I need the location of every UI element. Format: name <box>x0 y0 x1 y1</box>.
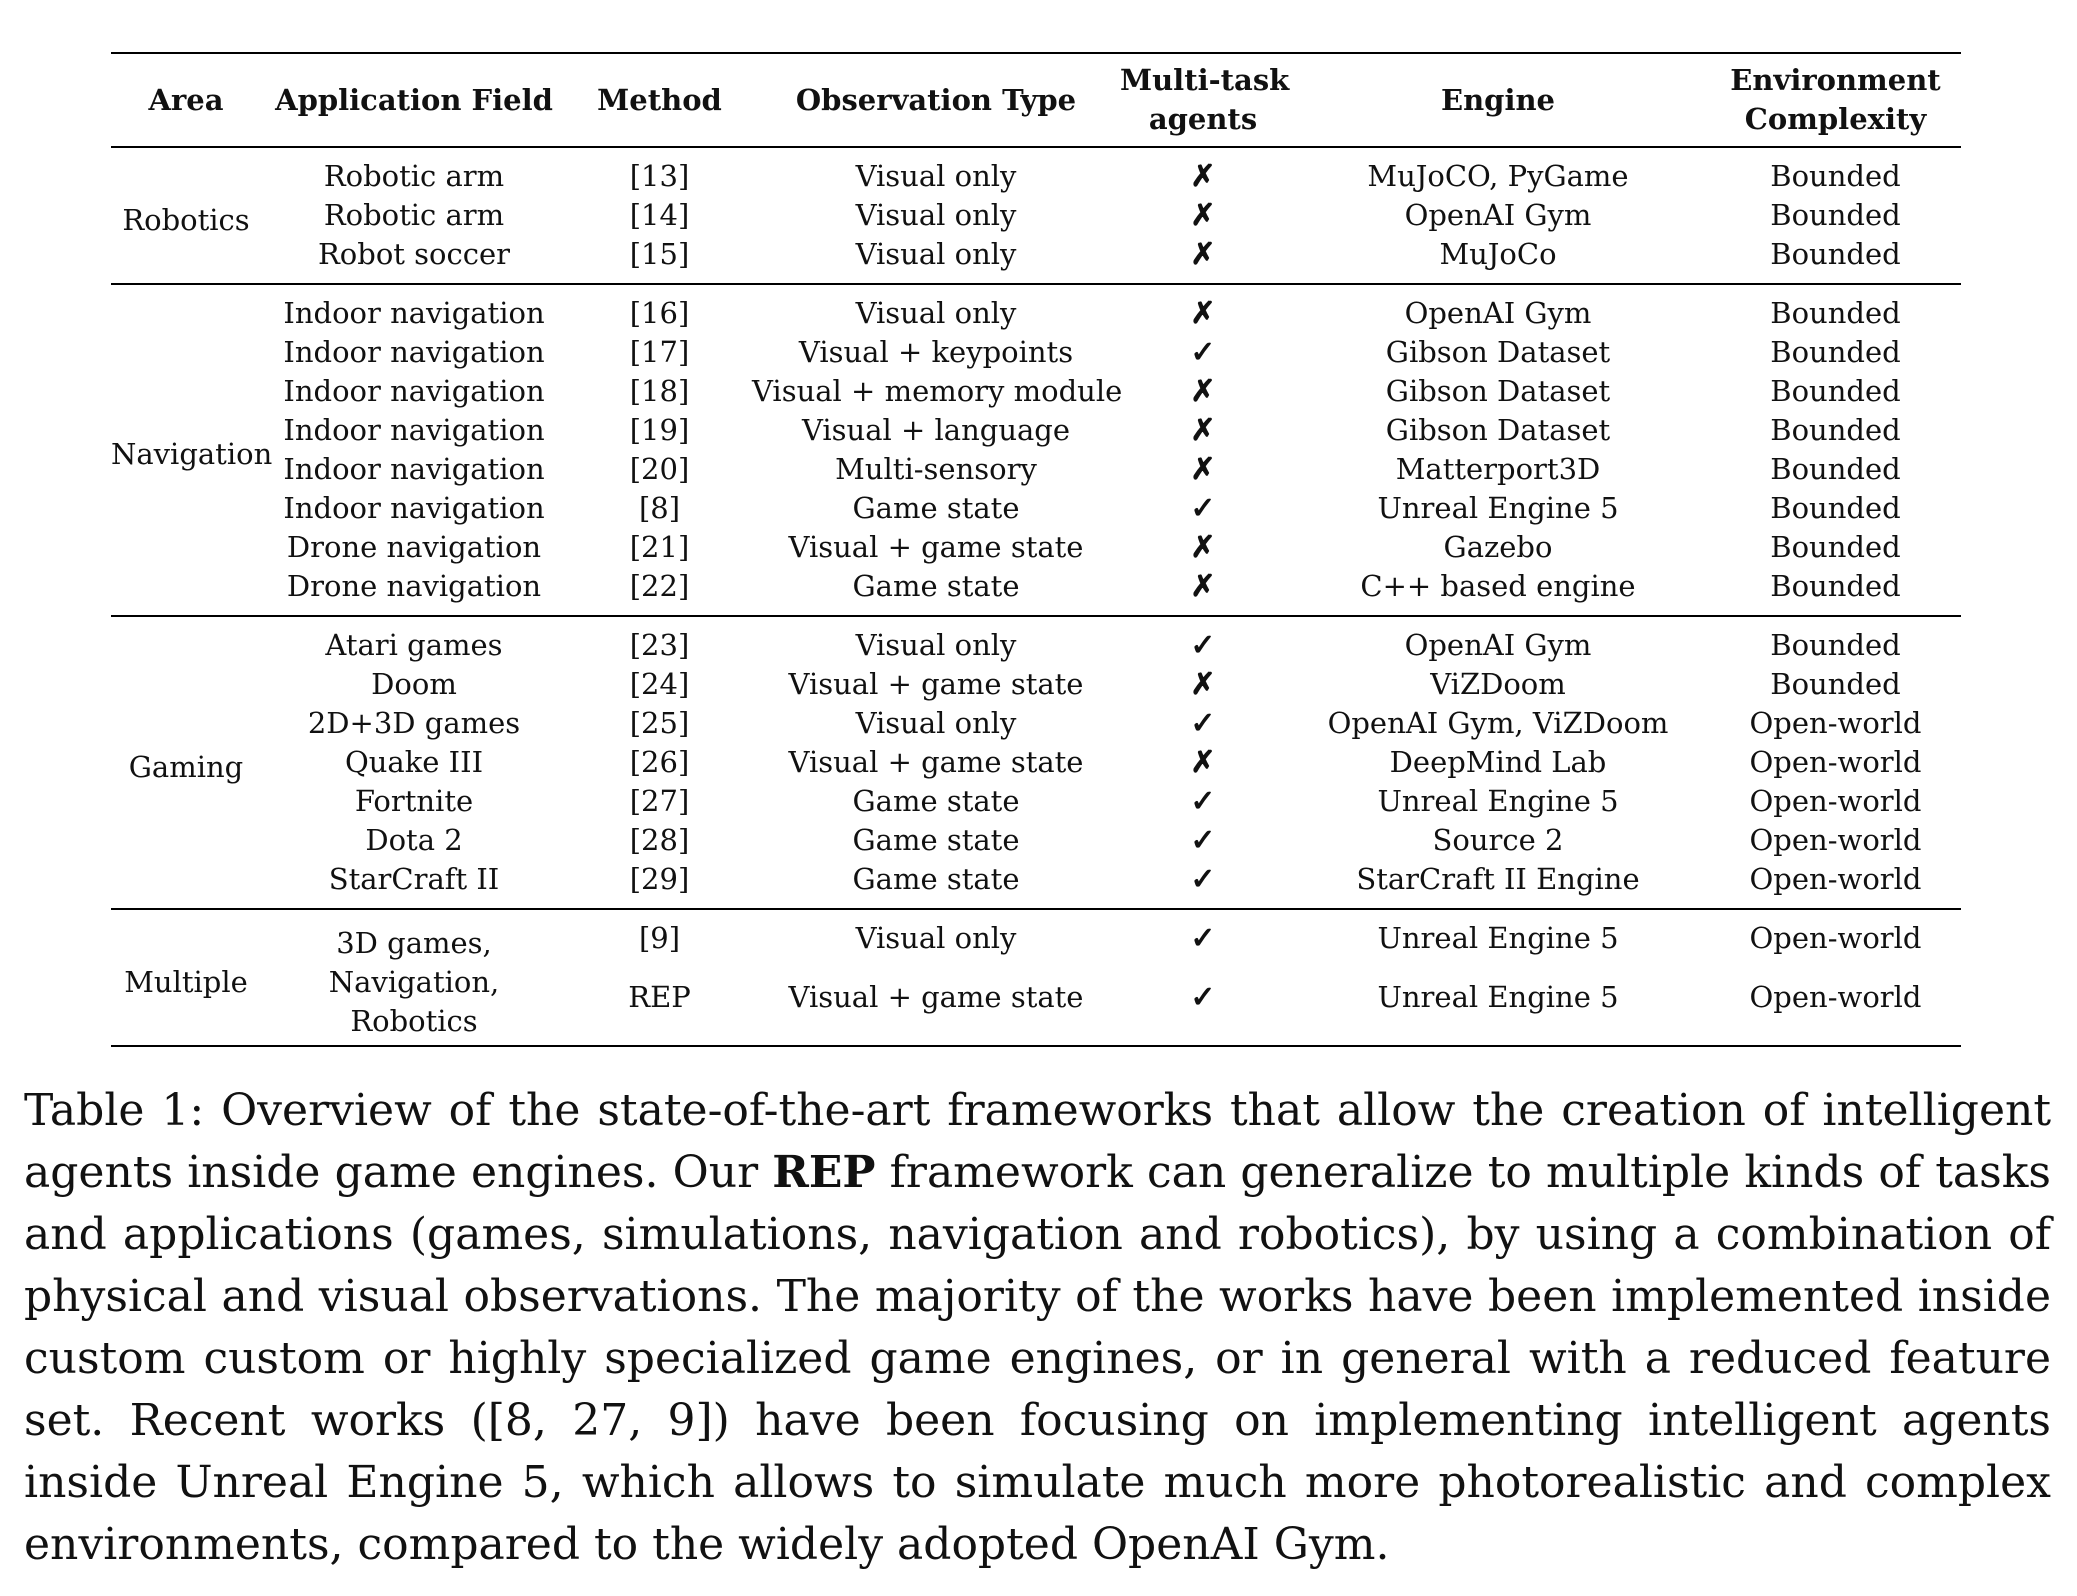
application-field-cell: Quake III <box>344 745 484 779</box>
method-cell: [24] <box>629 667 690 701</box>
application-field-cell: Robotic arm <box>323 159 505 193</box>
multitask-mark: ✗ <box>1190 159 1216 194</box>
observation-cell: Multi-sensory <box>835 452 1037 486</box>
caption-text-1: Table 1: Overview of the state-of-the-art frameworks that allow the creation of intelligent agents inside game engines. Our <box>24 1085 2051 1198</box>
area-cell: Navigation <box>111 437 273 471</box>
multitask-mark: ✓ <box>1190 628 1216 663</box>
application-field-cell <box>261 909 567 1046</box>
field-line: Navigation, <box>328 964 500 999</box>
observation-cell: Visual + game state <box>788 979 1084 1014</box>
multitask-mark: ✗ <box>1190 413 1216 448</box>
observation-cell: Visual only <box>855 921 1017 955</box>
method-cell: [15] <box>629 237 690 271</box>
application-field-cell: Indoor navigation <box>283 374 545 408</box>
area-cell: Robotics <box>122 202 250 237</box>
caption-rep-bold: REP <box>772 1147 876 1198</box>
engine-cell: OpenAI Gym <box>1404 198 1592 232</box>
observation-cell: Game state <box>852 491 1020 525</box>
complexity-cell: Bounded <box>1770 667 1901 701</box>
table-row <box>111 489 1961 528</box>
table-group-robotics <box>111 147 1961 284</box>
application-field-cell: Indoor navigation <box>283 413 545 447</box>
observation-cell: Visual + game state <box>788 530 1084 564</box>
header-complexity <box>1710 53 1961 147</box>
multitask-mark: ✓ <box>1190 862 1216 897</box>
table-group-navigation <box>111 284 1961 616</box>
method-cell: [13] <box>629 159 690 193</box>
application-field-cell: Drone navigation <box>286 530 542 564</box>
area-cell: Multiple <box>124 964 248 999</box>
observation-cell: Visual only <box>855 706 1017 740</box>
application-field-cell: Fortnite <box>354 784 474 818</box>
complexity-cell: Open-world <box>1749 706 1922 740</box>
multitask-mark: ✓ <box>1190 706 1216 741</box>
engine-cell: Unreal Engine 5 <box>1377 921 1619 955</box>
header-observation-type: Observation Type <box>795 82 1077 117</box>
header-multi-task-line2: agents <box>1148 102 1258 136</box>
multitask-mark: ✓ <box>1190 979 1216 1015</box>
application-field-cell: Dota 2 <box>365 823 463 857</box>
method-cell: [18] <box>629 374 690 408</box>
table-row <box>111 284 1961 333</box>
complexity-cell: Bounded <box>1770 452 1901 486</box>
application-field-cell: StarCraft II <box>328 862 500 896</box>
observation-cell: Visual only <box>855 628 1017 662</box>
table-row <box>111 528 1961 567</box>
header-engine: Engine <box>1440 82 1556 117</box>
complexity-cell: Bounded <box>1770 296 1901 330</box>
observation-cell: Visual + language <box>801 413 1071 447</box>
observation-cell: Visual + game state <box>788 667 1084 701</box>
complexity-cell: Open-world <box>1749 823 1922 857</box>
table-row <box>111 704 1961 743</box>
table-row <box>111 665 1961 704</box>
multitask-mark: ✗ <box>1190 530 1216 565</box>
multitask-mark: ✗ <box>1190 452 1216 487</box>
method-cell: [14] <box>629 198 690 232</box>
complexity-cell: Bounded <box>1770 198 1901 232</box>
table-row <box>111 450 1961 489</box>
table-row <box>111 821 1961 860</box>
application-field-cell: Atari games <box>325 628 503 662</box>
engine-cell: Unreal Engine 5 <box>1377 979 1619 1014</box>
table-row <box>111 333 1961 372</box>
engine-cell: Gibson Dataset <box>1385 413 1611 447</box>
application-field-cell: Doom <box>371 667 457 701</box>
table-group-multiple <box>111 909 1961 1046</box>
observation-cell: Game state <box>852 569 1020 603</box>
caption-text-2: framework can generalize to multiple kinds of tasks and applications (games, simulations, navigation and robotics), by using a combination of physical and visual observations. The majority of the works have been implemented inside custom custom or highly specialized game engines, or in general with a reduced feature set. Recent works ([8, 27, 9]) have been focusing on implementing intelligent agents inside Unreal Engine 5, which allows to simulate much more photorealistic and complex environments, compared to the widely adopted OpenAI Gym. <box>24 1147 2051 1570</box>
table-row <box>111 743 1961 782</box>
table-row <box>111 196 1961 235</box>
method-cell: [28] <box>629 823 690 857</box>
table-caption <box>24 1080 2051 1576</box>
multitask-mark: ✗ <box>1190 745 1216 780</box>
header-multi-task-line1: Multi-task <box>1120 63 1290 97</box>
multitask-mark: ✓ <box>1190 491 1216 526</box>
application-field-cell: Indoor navigation <box>283 491 545 525</box>
multitask-mark: ✗ <box>1190 667 1216 702</box>
multitask-mark: ✓ <box>1190 823 1216 858</box>
table-row <box>111 616 1961 665</box>
engine-cell: Gibson Dataset <box>1385 374 1611 408</box>
engine-cell: OpenAI Gym <box>1404 296 1592 330</box>
multitask-mark: ✓ <box>1190 921 1216 956</box>
method-cell: [23] <box>629 628 690 662</box>
table-row <box>111 411 1961 450</box>
application-field-cell: Robotic arm <box>323 198 505 232</box>
engine-cell: OpenAI Gym <box>1404 628 1592 662</box>
observation-cell: Visual only <box>855 198 1017 232</box>
application-field-cell: Robot soccer <box>317 237 511 271</box>
method-cell: [19] <box>629 413 690 447</box>
application-field-cell: Drone navigation <box>286 569 542 603</box>
header-complexity-line2: Complexity <box>1744 102 1927 136</box>
header-area: Area <box>148 82 224 117</box>
complexity-cell: Bounded <box>1770 374 1901 408</box>
table-row <box>111 235 1961 284</box>
method-cell: [29] <box>629 862 690 896</box>
method-cell: [25] <box>629 706 690 740</box>
multitask-mark: ✗ <box>1190 296 1216 331</box>
engine-cell: OpenAI Gym, ViZDoom <box>1327 706 1669 740</box>
complexity-cell: Open-world <box>1749 745 1922 779</box>
method-cell: [21] <box>629 530 690 564</box>
multitask-mark: ✓ <box>1190 784 1216 819</box>
header-method: Method <box>597 82 722 117</box>
multitask-mark: ✗ <box>1190 237 1216 272</box>
engine-cell: Unreal Engine 5 <box>1377 784 1619 818</box>
observation-cell: Visual + game state <box>788 745 1084 779</box>
observation-cell: Game state <box>852 862 1020 896</box>
method-cell: REP <box>628 979 691 1014</box>
multitask-mark: ✗ <box>1190 198 1216 233</box>
method-cell: [17] <box>629 335 690 369</box>
engine-cell: ViZDoom <box>1430 667 1566 701</box>
multitask-mark: ✓ <box>1190 335 1216 370</box>
complexity-cell: Bounded <box>1770 237 1901 271</box>
complexity-cell: Bounded <box>1770 159 1901 193</box>
multitask-mark: ✗ <box>1190 569 1216 604</box>
table-row <box>111 372 1961 411</box>
engine-cell: Matterport3D <box>1395 452 1601 486</box>
method-cell: [26] <box>629 745 690 779</box>
method-cell: [27] <box>629 784 690 818</box>
engine-cell: Gazebo <box>1443 530 1553 564</box>
application-field-cell: Indoor navigation <box>283 335 545 369</box>
engine-cell: MuJoCo <box>1439 237 1557 271</box>
engine-cell: DeepMind Lab <box>1389 745 1607 779</box>
complexity-cell: Open-world <box>1749 979 1922 1014</box>
comparison-table <box>111 52 1961 1047</box>
engine-cell: MuJoCO, PyGame <box>1367 159 1629 193</box>
method-cell: [20] <box>629 452 690 486</box>
area-cell: Gaming <box>128 749 244 784</box>
application-field-cell: 2D+3D games <box>307 706 521 740</box>
method-cell: [9] <box>638 921 681 955</box>
table-row <box>111 147 1961 196</box>
table-row <box>111 782 1961 821</box>
complexity-cell: Open-world <box>1749 784 1922 818</box>
method-cell: [8] <box>638 491 681 525</box>
engine-cell: C++ based engine <box>1360 569 1636 603</box>
header-application-field: Application Field <box>275 82 553 117</box>
complexity-cell: Bounded <box>1770 491 1901 525</box>
complexity-cell: Bounded <box>1770 628 1901 662</box>
method-cell: [16] <box>629 296 690 330</box>
observation-cell: Game state <box>852 823 1020 857</box>
table-group-gaming <box>111 616 1961 909</box>
engine-cell: Gibson Dataset <box>1385 335 1611 369</box>
observation-cell: Visual + memory module <box>752 374 1123 408</box>
application-field-cell: Indoor navigation <box>283 452 545 486</box>
header-complexity-line1: Environment <box>1730 63 1941 97</box>
observation-cell: Visual only <box>855 296 1017 330</box>
observation-cell: Visual only <box>855 237 1017 271</box>
field-line: 3D games, <box>336 925 492 960</box>
complexity-cell: Bounded <box>1770 530 1901 564</box>
field-line: Robotics <box>350 1003 478 1038</box>
table-header <box>111 53 1961 147</box>
table-row <box>111 567 1961 616</box>
application-field-cell: Indoor navigation <box>283 296 545 330</box>
table-row <box>111 860 1961 909</box>
header-multi-task <box>1120 53 1290 147</box>
complexity-cell: Open-world <box>1749 921 1922 955</box>
complexity-cell: Bounded <box>1770 413 1901 447</box>
observation-cell: Visual only <box>855 159 1017 193</box>
method-cell: [22] <box>629 569 690 603</box>
complexity-cell: Bounded <box>1770 569 1901 603</box>
engine-cell: Source 2 <box>1432 823 1564 857</box>
engine-cell: Unreal Engine 5 <box>1377 491 1619 525</box>
multitask-mark: ✗ <box>1190 374 1216 409</box>
observation-cell: Visual + keypoints <box>798 335 1074 369</box>
engine-cell: StarCraft II Engine <box>1356 862 1640 896</box>
complexity-cell: Bounded <box>1770 335 1901 369</box>
complexity-cell: Open-world <box>1749 862 1922 896</box>
observation-cell: Game state <box>852 784 1020 818</box>
